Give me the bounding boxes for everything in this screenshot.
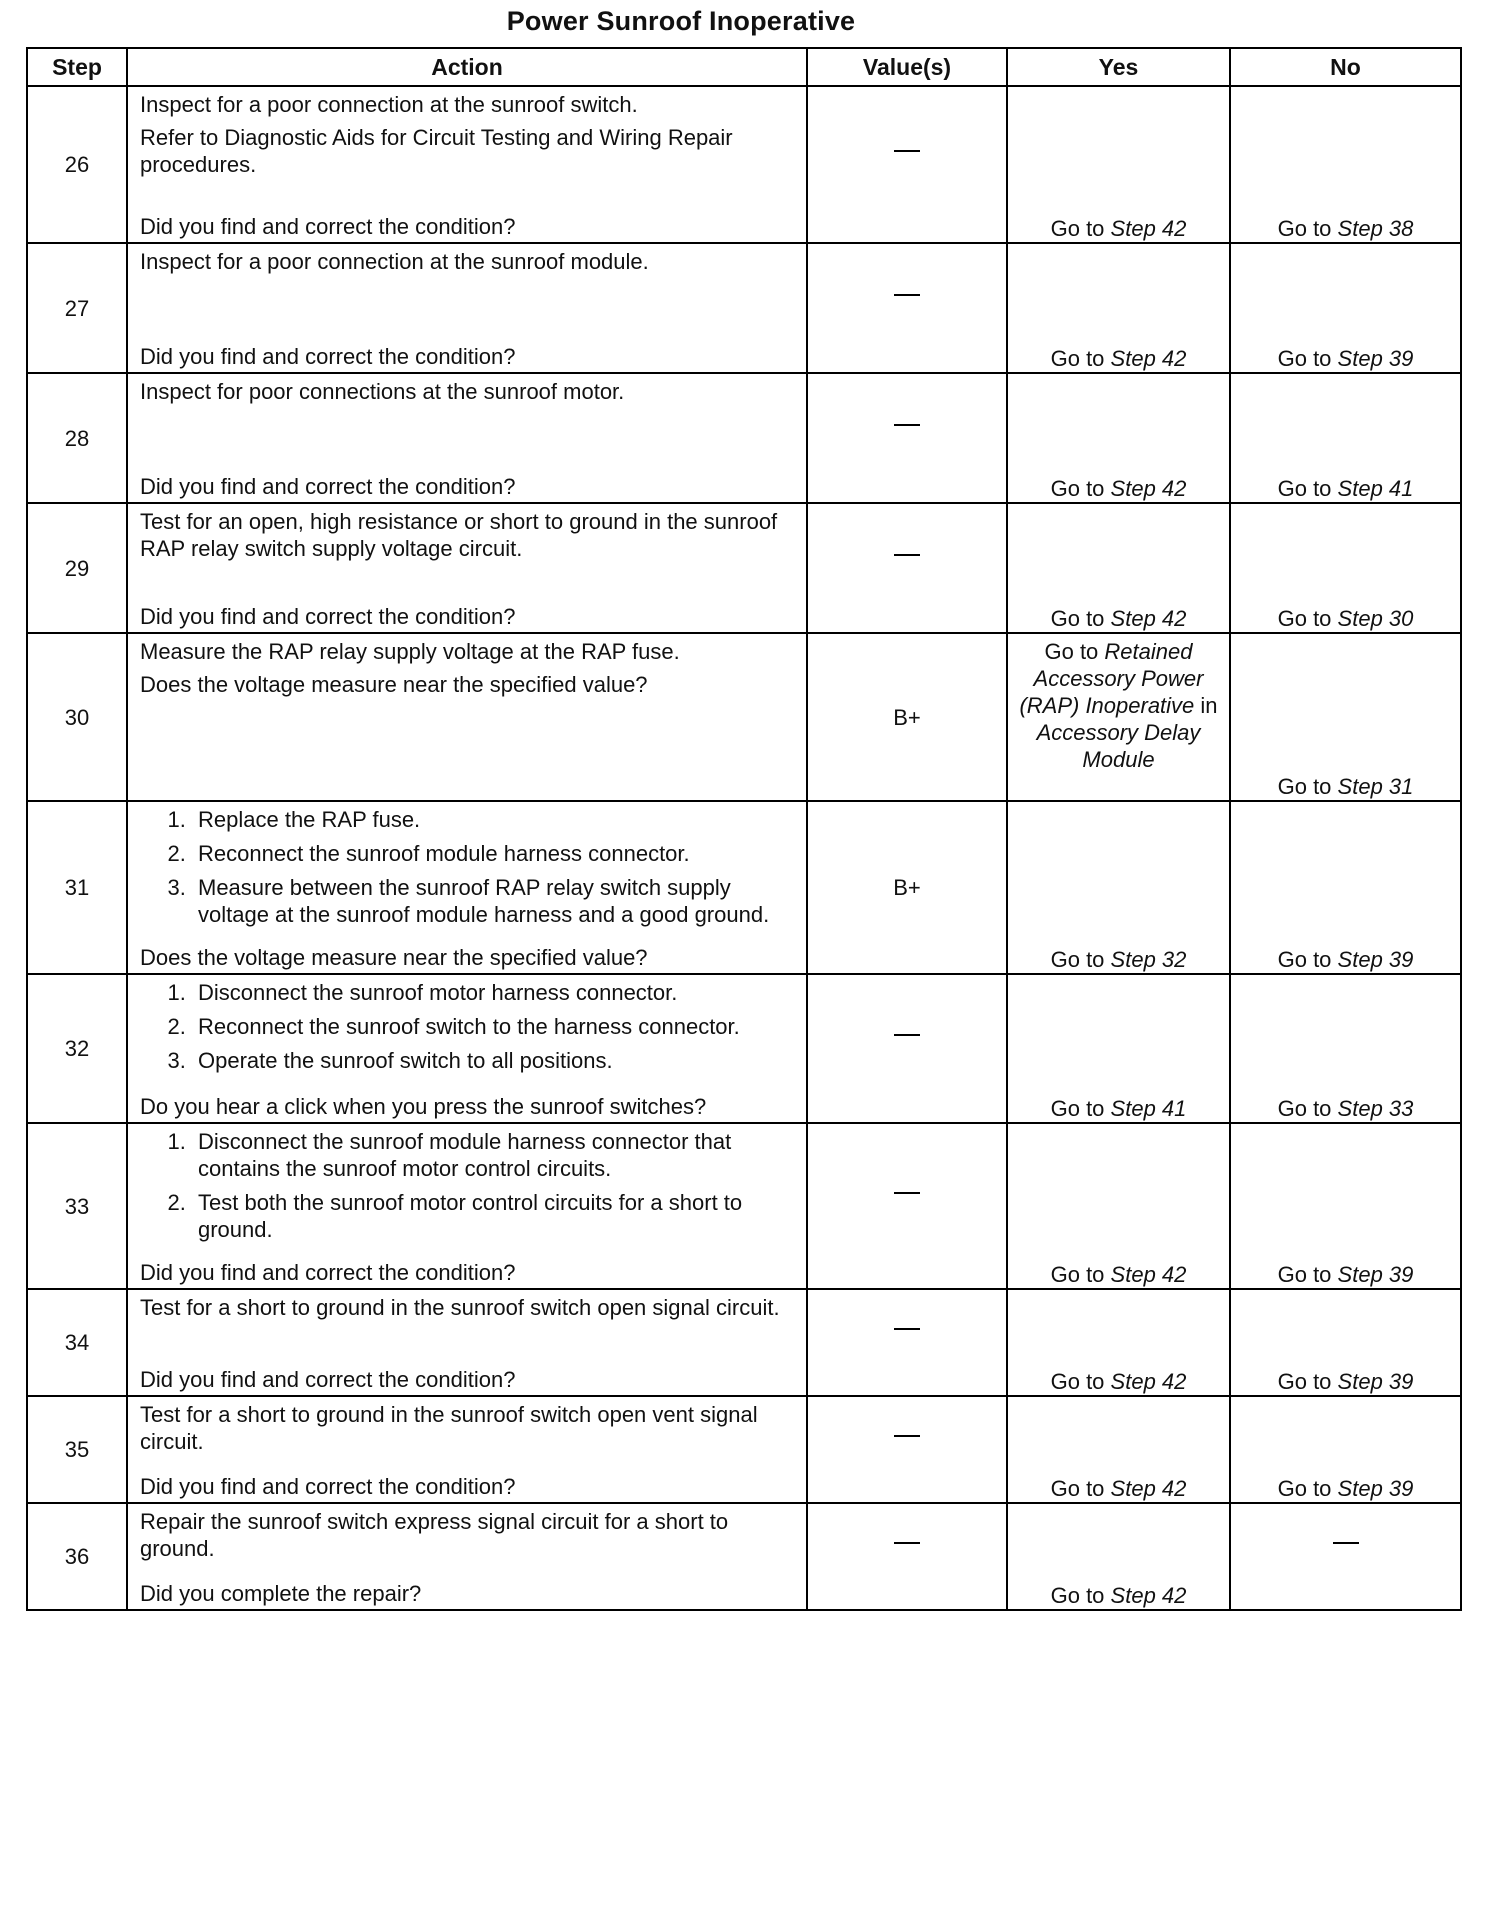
yes-cell: [1007, 243, 1230, 373]
table-row: [27, 373, 1461, 503]
action-step: 1. Disconnect the sunroof motor harness connector.: [192, 979, 798, 1006]
yes-goto-target-module[interactable]: Accessory Delay Module: [1036, 720, 1201, 772]
action-text: Inspect for a poor connection at the sunroof switch.: [140, 92, 638, 117]
yes-goto-prefix: Go to: [1044, 639, 1099, 664]
action-text: Does the voltage measure near the specified value?: [140, 672, 648, 697]
value-dash: [894, 294, 920, 323]
no-cell: [1230, 1123, 1461, 1289]
action-question: Did you find and correct the condition?: [140, 1367, 516, 1392]
action-question: Did you find and correct the condition?: [140, 604, 516, 629]
yes-goto-target[interactable]: Step 41: [1110, 1096, 1187, 1121]
step-number: 27: [27, 243, 127, 373]
action-text: Test for a short to ground in the sunroof switch open vent signal circuit.: [140, 1402, 758, 1454]
no-dash: [1333, 1542, 1359, 1571]
yes-goto-target[interactable]: Retained Accessory Power (RAP) Inoperative: [1019, 639, 1204, 718]
no-cell: [1230, 373, 1461, 503]
no-goto-target[interactable]: Step 31: [1337, 774, 1414, 799]
action-text: Repair the sunroof switch express signal circuit for a short to ground.: [140, 1509, 729, 1561]
value-cell: [807, 503, 1007, 633]
action-question: Did you find and correct the condition?: [140, 1474, 516, 1499]
yes-cell: [1007, 1396, 1230, 1503]
action-step: 2. Test both the sunroof motor control circuits for a short to ground.: [192, 1189, 798, 1243]
action-step: 2. Reconnect the sunroof switch to the harness connector.: [192, 1013, 798, 1040]
action-cell: [127, 1503, 807, 1610]
step-number: 35: [27, 1396, 127, 1503]
action-question: Did you find and correct the condition?: [140, 474, 516, 499]
yes-cell: [1007, 801, 1230, 974]
yes-goto-target[interactable]: Step 42: [1110, 1369, 1187, 1394]
action-question: Did you find and correct the condition?: [140, 214, 516, 239]
no-goto-target[interactable]: Step 33: [1337, 1096, 1414, 1121]
value-dash: [894, 1328, 920, 1357]
no-cell: [1230, 633, 1461, 801]
step-number: 34: [27, 1289, 127, 1396]
table-row: [27, 974, 1461, 1123]
action-question: Did you complete the repair?: [140, 1581, 422, 1606]
no-cell: [1230, 974, 1461, 1123]
step-number: 30: [27, 633, 127, 801]
no-goto-prefix: Go to: [1277, 774, 1332, 799]
value-cell: [807, 801, 1007, 974]
no-cell: [1230, 1289, 1461, 1396]
header-row: [27, 48, 1461, 86]
yes-goto-target[interactable]: Step 42: [1110, 1262, 1187, 1287]
action-cell: [127, 1289, 807, 1396]
action-text: Test for an open, high resistance or short to ground in the sunroof RAP relay switch supply voltage circuit.: [140, 509, 778, 561]
action-steps: [140, 1128, 798, 1243]
table-row: [27, 86, 1461, 243]
action-question: Do you hear a click when you press the sunroof switches?: [140, 1094, 707, 1119]
value-cell: [807, 1123, 1007, 1289]
no-cell: [1230, 1396, 1461, 1503]
no-goto-prefix: Go to: [1277, 476, 1332, 501]
yes-goto-target[interactable]: Step 42: [1110, 1583, 1187, 1608]
no-goto-target[interactable]: Step 39: [1337, 1476, 1414, 1501]
step-number: 26: [27, 86, 127, 243]
value-dash: [894, 1034, 920, 1063]
value-dash: [894, 150, 920, 179]
action-cell: [127, 86, 807, 243]
no-goto-target[interactable]: Step 39: [1337, 346, 1414, 371]
value-cell: [807, 633, 1007, 801]
yes-goto-target[interactable]: Step 42: [1110, 346, 1187, 371]
yes-cell: [1007, 633, 1230, 801]
header-action: Action: [127, 48, 807, 86]
yes-cell: [1007, 1503, 1230, 1610]
yes-goto-prefix: Go to: [1050, 1096, 1105, 1121]
yes-goto-prefix: Go to: [1050, 947, 1105, 972]
action-text: Inspect for a poor connection at the sunroof module.: [140, 249, 649, 274]
action-step: 3. Measure between the sunroof RAP relay switch supply voltage at the sunroof module harness and a good ground.: [192, 874, 798, 928]
step-number: 31: [27, 801, 127, 974]
yes-goto-target[interactable]: Step 42: [1110, 606, 1187, 631]
value-dash: [894, 554, 920, 583]
value-cell: [807, 1396, 1007, 1503]
table-row: [27, 1123, 1461, 1289]
action-step: 2. Reconnect the sunroof module harness connector.: [192, 840, 798, 867]
table-row: [27, 1503, 1461, 1610]
table-row: [27, 801, 1461, 974]
table-row: [27, 1396, 1461, 1503]
step-number: 36: [27, 1503, 127, 1610]
action-cell: [127, 503, 807, 633]
yes-goto-prefix: Go to: [1050, 1583, 1105, 1608]
table-row: [27, 503, 1461, 633]
no-goto-prefix: Go to: [1277, 1096, 1332, 1121]
action-cell: [127, 633, 807, 801]
no-cell: [1230, 243, 1461, 373]
step-number: 32: [27, 974, 127, 1123]
value-text: B+: [893, 704, 921, 730]
yes-goto-target[interactable]: Step 42: [1110, 476, 1187, 501]
value-dash: [894, 1542, 920, 1571]
no-goto-target[interactable]: Step 41: [1337, 476, 1414, 501]
no-goto-target[interactable]: Step 30: [1337, 606, 1414, 631]
no-cell: [1230, 503, 1461, 633]
header-yes: Yes: [1007, 48, 1230, 86]
value-cell: [807, 86, 1007, 243]
action-question: Did you find and correct the condition?: [140, 1260, 516, 1285]
yes-goto-prefix: Go to: [1050, 216, 1105, 241]
yes-goto-mid: in: [1200, 693, 1218, 718]
action-text: Test for a short to ground in the sunroof switch open signal circuit.: [140, 1295, 780, 1320]
yes-goto-target[interactable]: Step 32: [1110, 947, 1187, 972]
diagnostic-table: [26, 47, 1462, 1611]
action-cell: [127, 974, 807, 1123]
action-cell: [127, 801, 807, 974]
value-dash: [894, 1435, 920, 1464]
value-cell: [807, 974, 1007, 1123]
yes-goto-target[interactable]: Step 42: [1110, 216, 1187, 241]
action-steps: [140, 979, 798, 1074]
action-step: 3. Operate the sunroof switch to all positions.: [192, 1047, 798, 1074]
step-number: 33: [27, 1123, 127, 1289]
yes-goto-prefix: Go to: [1050, 606, 1105, 631]
yes-goto-prefix: Go to: [1050, 1369, 1105, 1394]
action-cell: [127, 1123, 807, 1289]
no-goto-target[interactable]: Step 38: [1337, 216, 1414, 241]
header-step: Step: [27, 48, 127, 86]
yes-cell: [1007, 373, 1230, 503]
action-question: Does the voltage measure near the specified value?: [140, 945, 648, 970]
yes-cell: [1007, 1123, 1230, 1289]
no-goto-target[interactable]: Step 39: [1337, 1369, 1414, 1394]
value-cell: [807, 373, 1007, 503]
action-question: Did you find and correct the condition?: [140, 344, 516, 369]
no-cell: [1230, 86, 1461, 243]
yes-goto-prefix: Go to: [1050, 476, 1105, 501]
action-text: Measure the RAP relay supply voltage at the RAP fuse.: [140, 639, 680, 664]
no-goto-target[interactable]: Step 39: [1337, 947, 1414, 972]
action-cell: [127, 1396, 807, 1503]
table-row: [27, 633, 1461, 801]
yes-goto-prefix: Go to: [1050, 1262, 1105, 1287]
yes-cell: [1007, 974, 1230, 1123]
no-goto-prefix: Go to: [1277, 1262, 1332, 1287]
header-no: No: [1230, 48, 1461, 86]
no-goto-prefix: Go to: [1277, 1369, 1332, 1394]
yes-cell: [1007, 1289, 1230, 1396]
no-cell: [1230, 801, 1461, 974]
yes-goto-target[interactable]: Step 42: [1110, 1476, 1187, 1501]
value-cell: [807, 1289, 1007, 1396]
action-text: Refer to Diagnostic Aids for Circuit Testing and Wiring Repair procedures.: [140, 125, 733, 177]
table-row: [27, 1289, 1461, 1396]
value-text: B+: [893, 875, 921, 900]
step-number: 29: [27, 503, 127, 633]
no-goto-target[interactable]: Step 39: [1337, 1262, 1414, 1287]
value-cell: [807, 1503, 1007, 1610]
yes-cell: [1007, 503, 1230, 633]
action-step: 1. Disconnect the sunroof module harness connector that contains the sunroof motor control circuits.: [192, 1128, 798, 1182]
page-title: Power Sunroof Inoperative: [506, 6, 856, 36]
header-values: Value(s): [807, 48, 1007, 86]
no-goto-prefix: Go to: [1277, 1476, 1332, 1501]
action-step: 1. Replace the RAP fuse.: [192, 806, 798, 833]
yes-goto-prefix: Go to: [1050, 1476, 1105, 1501]
no-goto-prefix: Go to: [1277, 216, 1332, 241]
no-goto-prefix: Go to: [1277, 346, 1332, 371]
action-cell: [127, 243, 807, 373]
no-cell: [1230, 1503, 1461, 1610]
value-dash: [894, 424, 920, 453]
step-number: 28: [27, 373, 127, 503]
action-text: Inspect for poor connections at the sunroof motor.: [140, 379, 625, 404]
no-goto-prefix: Go to: [1277, 947, 1332, 972]
no-goto-prefix: Go to: [1277, 606, 1332, 631]
action-steps: [140, 806, 798, 928]
table-row: [27, 243, 1461, 373]
value-cell: [807, 243, 1007, 373]
value-dash: [894, 1192, 920, 1221]
yes-goto-prefix: Go to: [1050, 346, 1105, 371]
action-cell: [127, 373, 807, 503]
yes-cell: [1007, 86, 1230, 243]
